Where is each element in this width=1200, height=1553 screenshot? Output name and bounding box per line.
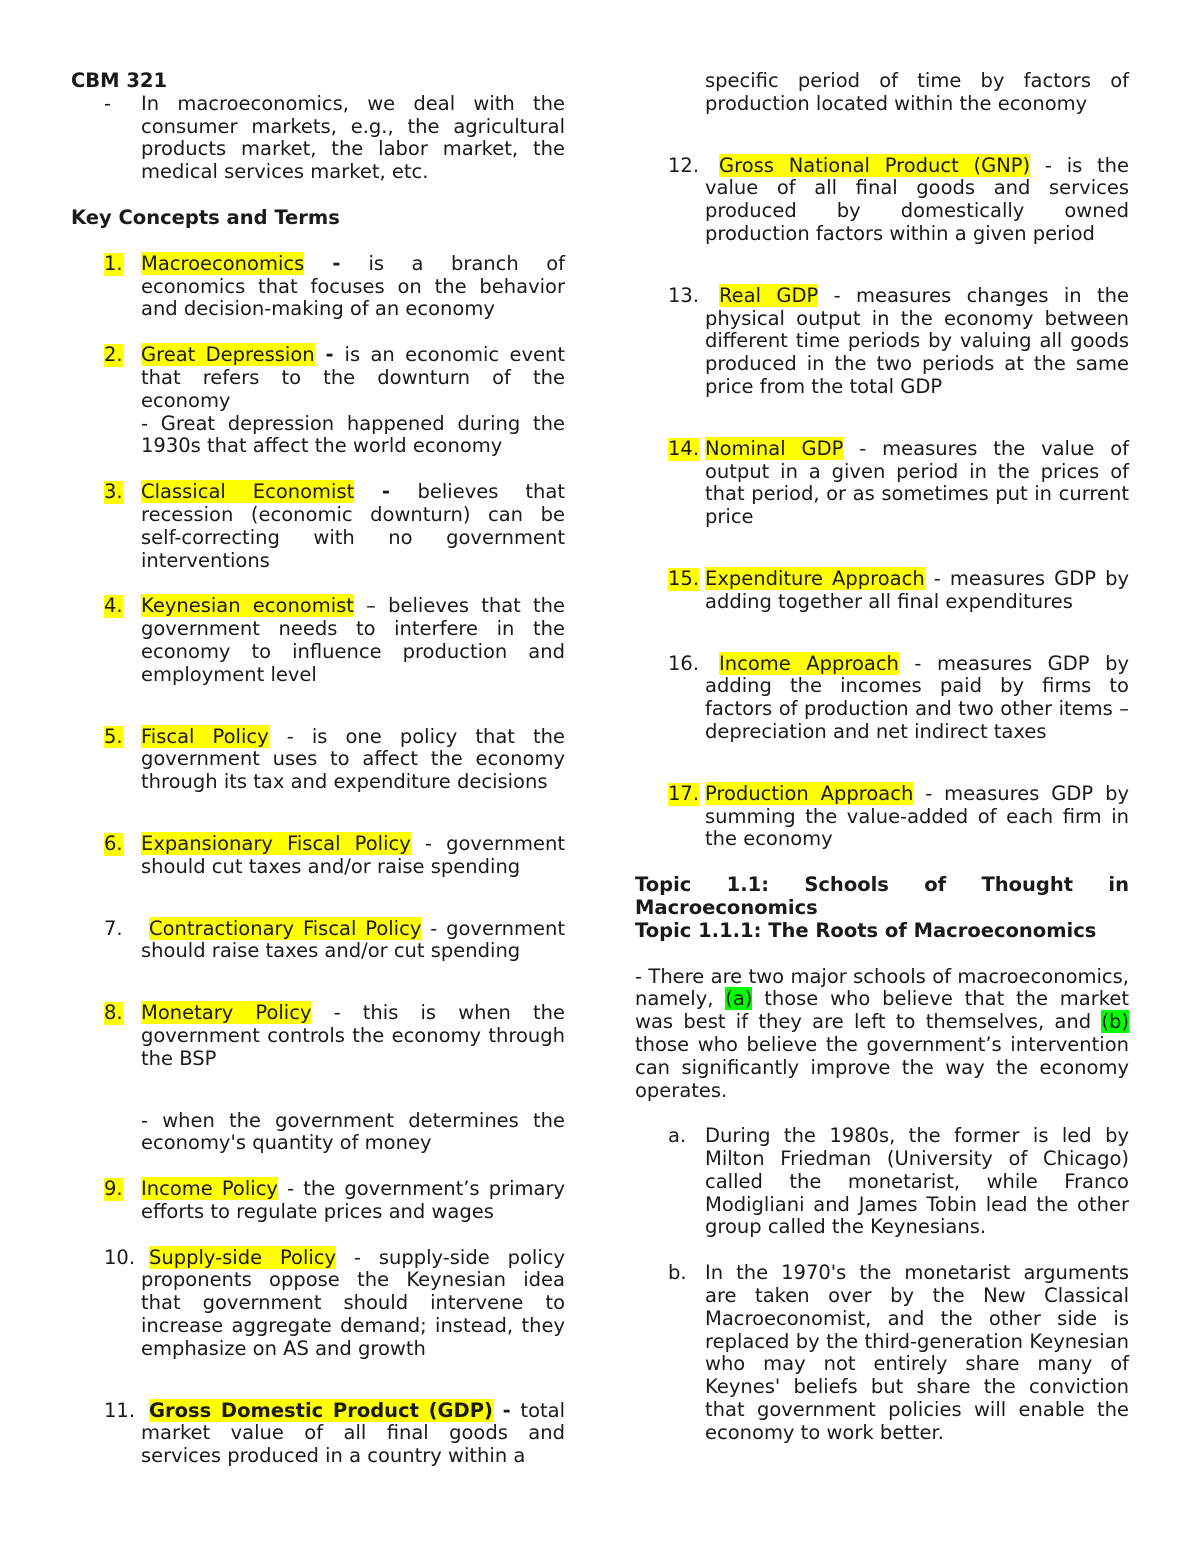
term-name: Expansionary Fiscal Policy [141,831,411,855]
term-item-2 [71,344,565,458]
term-number: 15. [668,566,700,590]
schools-paragraph [635,966,1129,1103]
term-number: 5. [104,724,123,748]
term-number: 10. [104,1245,136,1269]
term-number: 13. [668,283,700,307]
term-name: Supply-side Policy [149,1245,337,1269]
term-number: 1. [104,251,123,275]
term-number: 4. [104,594,123,618]
term-number: 6. [104,831,123,855]
term-definition: supply-side policy proponents oppose the Keynesian idea that government should intervene to increase aggregate demand; instead, they emphasize on AS and growth [141,1245,565,1360]
term-definition: is a branch of economics that focuses on the behavior and decision-making of an economy [141,251,566,321]
term-definition: this is when the government controls the economy through the BSP [141,1001,565,1070]
term-item-16 [635,653,1129,744]
term-definition: believes that the government needs to interfere in the economy to influence production and employment level [141,594,566,686]
term-separator: - [354,480,418,504]
term-separator: - [311,1001,363,1025]
list-text: In the 1970's the monetarist arguments are taken over by the New Classical Macroeconomist, and the other side is replaced by the third-generation Keynesian who may not entirely share many of Keynes' beliefs but share the conviction that government policies will enable the economy to work better. [705,1261,1129,1444]
term-definition: total market value of all final goods and services produced in a country within a [141,1398,566,1468]
term-number: 3. [104,480,123,504]
term-separator: - [492,1398,521,1422]
term-item-14 [635,438,1129,529]
term-item-4 [71,595,565,686]
list-text: During the 1980s, the former is led by Milton Friedman (University of Chicago) called the monetarist, while Franco Modigliani and James Tobin lead the other group called the Keynesians. [705,1124,1129,1239]
term-item-12 [635,155,1129,246]
term-definition: believes that recession (economic downturn) can be self-correcting with no government interventions [141,480,565,572]
term-number: 9. [104,1177,123,1201]
term-definition: measures the value of output in a given period in the prices of that period, or as sometimes put in current price [705,436,1129,529]
list-marker: a. [668,1124,687,1148]
term-separator: - [314,343,345,367]
term-item-10 [71,1247,565,1361]
term-item-11 [71,1400,565,1468]
term-name: Keynesian economist [141,594,354,618]
schools-text-1: - There are two major schools of macroeconomics, namely, [635,964,1129,1011]
term-item-3 [71,481,565,572]
term-separator: - [421,916,447,940]
term-item-13 [635,285,1129,399]
term-separator: – [353,594,389,618]
term-name: Nominal GDP [705,436,844,460]
list-item-a [635,1125,1129,1239]
term-extra-note: - Great depression happened during the 1930s that affect the world economy [141,411,565,458]
label-a: (a) [725,987,753,1011]
term-name: Fiscal Policy [141,724,269,748]
term-extra-note: - when the government determines the economy's quantity of money [141,1108,565,1155]
term-separator: - [277,1177,304,1201]
label-b: (b) [1101,1010,1129,1034]
term-name: Income Approach [719,651,899,675]
term-definition: measures changes in the physical output in the economy between different time periods by valuing all goods produced in the two periods at the same price from the total GDP [705,283,1129,398]
term-separator: - [268,724,312,748]
schools-text-2: those who believe that the market was best if they are left to themselves, and [635,987,1129,1034]
term-name: Contractionary Fiscal Policy [149,916,422,940]
term-number: 12. [668,153,700,177]
term-separator: - [410,831,447,855]
gdp-continued: specific period of time by factors of production located within the economy [705,69,1129,115]
intro-paragraph [71,93,565,184]
term-item-7 [71,918,565,964]
list-marker: b. [668,1261,687,1285]
term-separator: - [336,1245,379,1269]
term-definition: the government’s primary efforts to regulate prices and wages [141,1177,566,1223]
term-name: Classical Economist [141,480,355,504]
term-name: Monetary Policy [141,1001,312,1025]
intro-text: In macroeconomics, we deal with the consumer markets, e.g., the agricultural products market, the labor market, the medical services market, etc. [141,91,565,184]
term-number: 16. [668,651,700,675]
term-number: 8. [104,1001,123,1025]
term-name: Great Depression [141,343,315,367]
term-definition: government should raise taxes and/or cut spending [141,916,565,963]
term-item-8 [71,1002,565,1155]
term-item-1 [71,253,565,321]
term-definition: measures GDP by adding the incomes paid by firms to factors of production and two other items – depreciation and net indirect taxes [705,651,1129,743]
intro-dash: - [104,91,112,115]
schools-text-3: those who believe the government’s intervention can significantly improve the way the economy operates. [635,1032,1129,1102]
term-number: 11. [104,1398,136,1422]
term-item-9 [71,1178,565,1224]
term-item-15 [635,568,1129,614]
section-heading: Key Concepts and Terms [71,205,340,229]
term-name: Income Policy [141,1177,278,1201]
term-item-17 [635,783,1129,851]
right-column [635,70,1129,1445]
term-separator: - [924,566,950,590]
term-separator: - [1030,153,1067,177]
term-name: Gross National Product (GNP) [719,153,1031,177]
topic-1-1-heading: Topic 1.1: Schools of Thought in Macroeconomics [635,873,1129,919]
term-separator: - [913,781,945,805]
term-separator: - [898,651,937,675]
left-column [71,70,565,1468]
term-item-6 [71,833,565,879]
term-definition: is one policy that the government uses to affect the economy through its tax and expenditure decisions [141,724,565,794]
term-definition: is the value of all final goods and services produced by domestically owned production factors within a given period [705,153,1130,245]
term-name: Real GDP [719,283,819,307]
term-separator: - [818,283,857,307]
term-definition: measures GDP by adding together all final expenditures [705,566,1130,613]
term-number: 2. [104,343,123,367]
term-name: Expenditure Approach [705,566,925,590]
topic-1-1-1-heading: Topic 1.1.1: The Roots of Macroeconomics [635,918,1097,942]
term-definition: measures GDP by summing the value-added of each firm in the economy [705,781,1130,851]
term-number: 14. [668,436,700,460]
term-item-5 [71,726,565,794]
course-title: CBM 321 [71,69,168,92]
term-name: Macroeconomics [141,251,305,275]
term-number: 7. [104,916,123,940]
term-name: Gross Domestic Product (GDP) [149,1398,493,1422]
term-separator: - [304,251,369,275]
term-separator: - [843,436,883,460]
term-definition: government should cut taxes and/or raise spending [141,831,566,878]
term-name: Production Approach [705,781,914,805]
list-item-b [635,1262,1129,1444]
term-number: 17. [668,781,700,805]
term-definition: is an economic event that refers to the downturn of the economy [141,343,566,412]
